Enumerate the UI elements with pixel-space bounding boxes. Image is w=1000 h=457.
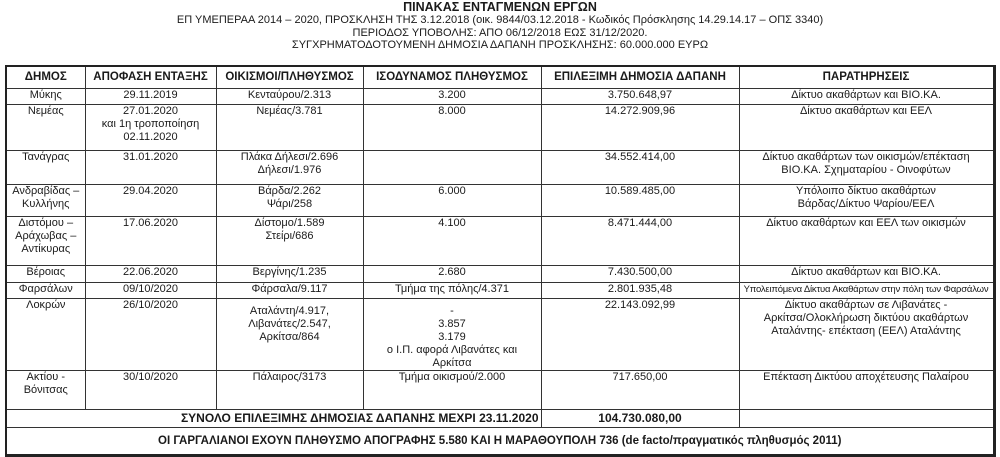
decision-date-line: 29.11.2019 [123, 89, 178, 101]
eligible-expenditure-cell: 717.650,00 [541, 371, 739, 410]
equivalent-population-line: 2.680 [438, 266, 466, 278]
dimos-cell [6, 283, 85, 299]
decision-date-cell [85, 371, 216, 410]
remarks-line: Επέκταση Δικτύου αποχέτευσης Παλαίρου [763, 371, 969, 383]
settlements-cell [216, 151, 363, 185]
remarks-line: Αταλάντης- επέκταση (ΕΕΛ) Αταλάντης [771, 325, 961, 337]
settlements-line: Ψάρι/258 [266, 198, 313, 210]
decision-date-cell [85, 89, 216, 105]
remarks-cell [739, 217, 994, 266]
remarks-cell [739, 185, 994, 217]
settlements-cell [216, 283, 363, 299]
remarks-line: Δίκτυο ακαθάρτων και ΕΕΛ των οικισμών [766, 217, 966, 229]
remarks-cell [739, 89, 994, 105]
equivalent-population-cell [363, 299, 541, 371]
col-header-paratiriseis: ΠΑΡΑΤΗΡΗΣΕΙΣ [739, 66, 994, 89]
table-row [6, 89, 994, 105]
remarks-line: ΒΙΟ.ΚΑ. Σχηματαρίου - Οινοφύτων [781, 164, 951, 176]
table-row [6, 266, 994, 283]
table-row [6, 299, 994, 371]
dimos-line: Ακτίου - [26, 371, 65, 383]
settlements-line: Στείρι/686 [265, 230, 314, 242]
remarks-cell [739, 283, 994, 299]
table-row [6, 217, 994, 266]
equivalent-population-line: 6.000 [438, 185, 466, 197]
table-row [6, 283, 994, 299]
decision-date-line: 29.04.2020 [122, 185, 179, 197]
table-row [6, 151, 994, 185]
remarks-line: Δίκτυο ακαθάρτων των οικισμών/επέκταση [762, 151, 970, 163]
decision-date-cell [85, 185, 216, 217]
projects-table [5, 65, 996, 457]
decision-date-cell [85, 283, 216, 299]
dimos-line: Αντίκυρας [21, 243, 71, 255]
settlements-cell [216, 371, 363, 410]
decision-date-cell [85, 105, 216, 151]
remarks-line: Δίκτυο ακαθάρτων και ΒΙΟ.ΚΑ. [791, 89, 941, 101]
eligible-expenditure-cell: 22.143.092,99 [541, 299, 739, 371]
dimos-cell [6, 371, 85, 410]
decision-date-line: 22.06.2020 [122, 266, 179, 278]
equivalent-population-line: Τμήμα οικισμού/2.000 [398, 371, 506, 383]
co-financed-budget: ΣΥΓΧΡΗΜΑΤΟΔΟΤΟΥΜΕΝΗ ΔΗΜΟΣΙΑ ΔΑΠΑΝΗ ΠΡΟΣΚΛΗΣΗΣ: 60.000.000 ΕΥΡΩ [291, 39, 709, 51]
table-row [6, 105, 994, 151]
total-row [6, 410, 994, 428]
decision-date-line: 30/10/2020 [122, 371, 179, 383]
decision-date-line: 31.01.2020 [122, 151, 179, 163]
submission-period: ΠΕΡΙΟΔΟΣ ΥΠΟΒΟΛΗΣ: ΑΠΟ 06/12/2018 ΕΩΣ 31/12/2020. [352, 26, 648, 39]
dimos-line: Λοκρών [26, 299, 66, 311]
remarks-cell [739, 299, 994, 371]
eligible-expenditure-cell: 7.430.500,00 [541, 266, 739, 283]
dimos-line: Νεμέας [27, 105, 64, 117]
decision-date-line: 26/10/2020 [122, 299, 179, 311]
decision-date-line: 17.06.2020 [122, 217, 179, 229]
col-header-oikismoi: ΟΙΚΙΣΜΟΙ/ΠΛΗΘΥΣΜΟΣ [216, 66, 363, 89]
settlements-line: Δήλεσι/1.976 [257, 164, 322, 176]
dimos-cell [6, 266, 85, 283]
dimos-cell [6, 151, 85, 185]
settlements-cell [216, 217, 363, 266]
total-value: 104.730.080,00 [541, 410, 739, 428]
table-row [6, 371, 994, 410]
remarks-line: Υπολειπόμενα Δίκτυα Ακαθάρτων στην πόλη των Φαρσάλων [743, 284, 989, 295]
remarks-cell [739, 105, 994, 151]
settlements-line: Δίστομο/1.589 [254, 217, 325, 229]
table-row [6, 185, 994, 217]
settlements-line: Πλάκα Δήλεσι/2.696 [240, 151, 339, 163]
settlements-line: Λιβανάτες/2.547, [248, 318, 331, 330]
dimos-line: Αράχωβας – [15, 230, 77, 242]
dimos-cell [6, 105, 85, 151]
settlements-cell [216, 89, 363, 105]
program-line: ΕΠ ΥΜΕΠΕΡΑΑ 2014 – 2020, ΠΡΟΣΚΛΗΣΗ ΤΗΣ 3.12.2018 (οικ. 9844/03.12.2018 - Κωδικός Πρόσκλησης 14.29.14.17 – ΟΠΣ 3340) [176, 14, 824, 26]
dimos-line: Κυλλήνης [22, 198, 70, 210]
decision-date-line: 02.11.2020 [123, 131, 178, 143]
eligible-expenditure-cell: 3.750.648,97 [541, 89, 739, 105]
col-header-isodynamos: ΙΣΟΔΥΝΑΜΟΣ ΠΛΗΘΥΣΜΟΣ [363, 66, 541, 89]
equivalent-population-line: 3.179 [438, 331, 466, 343]
document-heading [0, 0, 1000, 52]
dimos-line: Βέροιας [26, 266, 66, 278]
decision-date-cell [85, 151, 216, 185]
settlements-line: Αρκίτσα/864 [259, 331, 320, 343]
col-header-apofasi: ΑΠΟΦΑΣΗ ΕΝΤΑΞΗΣ [85, 66, 216, 89]
col-header-dapani: ΕΠΙΛΕΞΙΜΗ ΔΗΜΟΣΙΑ ΔΑΠΑΝΗ [541, 66, 739, 89]
dimos-line: Διστόμου – [18, 217, 74, 229]
equivalent-population-cell [363, 371, 541, 410]
eligible-expenditure-cell: 8.471.444,00 [541, 217, 739, 266]
decision-date-cell [85, 217, 216, 266]
equivalent-population-line: 3.857 [438, 318, 466, 330]
equivalent-population-cell [363, 266, 541, 283]
equivalent-population-cell [363, 283, 541, 299]
footer-row [6, 428, 994, 456]
remarks-line: Δίκτυο ακαθάρτων και ΕΕΛ [799, 105, 933, 117]
settlements-line: Βεργίνης/1.235 [252, 266, 327, 278]
equivalent-population-cell [363, 89, 541, 105]
footer-note: ΟΙ ΓΑΡΓΑΛΙΑΝΟΙ ΕΧΟΥΝ ΠΛΗΘΥΣΜΟ ΑΠΟΓΡΑΦΗΣ 5.580 ΚΑΙ Η ΜΑΡΑΘΟΥΠΟΛΗ 736 (de facto/πραγματικός πληθυσμός 2011) [6, 428, 994, 456]
dimos-line: Ανδραβίδας – [12, 185, 80, 197]
remarks-line: Δίκτυο ακαθάρτων και ΒΙΟ.ΚΑ. [791, 266, 941, 278]
decision-date-line: και 1η τροποποίηση [101, 118, 200, 130]
dimos-cell [6, 217, 85, 266]
equivalent-population-cell [363, 185, 541, 217]
equivalent-population-line: 3.200 [438, 89, 466, 101]
decision-date-line: 09/10/2020 [122, 283, 179, 295]
eligible-expenditure-cell: 2.801.935,48 [541, 283, 739, 299]
dimos-line: Φαρσάλων [18, 283, 73, 295]
remarks-line: Υπόλοιπο δίκτυο ακαθάρτων [796, 185, 936, 197]
document-title: ΠΙΝΑΚΑΣ ΕΝΤΑΓΜΕΝΩΝ ΕΡΓΩΝ [403, 0, 597, 14]
remarks-line: Αρκίτσα/Ολοκλήρωση δικτύου ακαθάρτων [763, 312, 969, 324]
settlements-line: Πάλαιρος/3173 [252, 371, 327, 383]
dimos-line: Βόνιτσας [23, 384, 68, 396]
dimos-cell [6, 299, 85, 371]
eligible-expenditure-cell: 34.552.414,00 [541, 151, 739, 185]
total-label: ΣΥΝΟΛΟ ΕΠΙΛΕΞΙΜΗΣ ΔΗΜΟΣΙΑΣ ΔΑΠΑΝΗΣ ΜΕΧΡΙ 23.11.2020 [6, 410, 541, 428]
settlements-line: Φάρσαλα/9.117 [251, 283, 328, 295]
decision-date-cell [85, 266, 216, 283]
col-header-dimos: ΔΗΜΟΣ [6, 66, 85, 89]
equivalent-population-line: 4.100 [438, 217, 466, 229]
equivalent-population-cell [363, 151, 541, 185]
settlements-cell [216, 105, 363, 151]
settlements-line: Κενταύρου/2.313 [247, 89, 332, 101]
equivalent-population-line: Τμήμα της πόλης/4.371 [395, 283, 509, 295]
dimos-line: Τανάγρας [22, 151, 70, 163]
remarks-cell [739, 371, 994, 410]
remarks-line: Βάρδας/Δίκτυο Ψαρίου/ΕΕΛ [797, 198, 935, 210]
remarks-cell [739, 151, 994, 185]
equivalent-population-line: ο Ι.Π. αφορά Λιβανάτες και Αρκίτσα [386, 344, 518, 369]
settlements-line: Νεμέας/3.781 [256, 105, 323, 117]
dimos-cell [6, 185, 85, 217]
settlements-line: Αταλάντη/4.917, [249, 305, 330, 317]
equivalent-population-cell [363, 217, 541, 266]
eligible-expenditure-cell: 14.272.909,96 [541, 105, 739, 151]
dimos-line: Μύκης [29, 89, 62, 101]
decision-date-cell [85, 299, 216, 371]
decision-date-line: 27.01.2020 [122, 105, 179, 117]
eligible-expenditure-cell: 10.589.485,00 [541, 185, 739, 217]
settlements-cell [216, 185, 363, 217]
equivalent-population-line: - [450, 305, 454, 317]
equivalent-population-cell [363, 105, 541, 151]
settlements-cell [216, 299, 363, 371]
table-header-row [6, 66, 994, 89]
dimos-cell [6, 89, 85, 105]
total-empty-cell [739, 410, 994, 428]
remarks-cell [739, 266, 994, 283]
settlements-line: Βάρδα/2.262 [257, 185, 322, 197]
equivalent-population-line: 8.000 [438, 105, 466, 117]
settlements-cell [216, 266, 363, 283]
remarks-line: Δίκτυο ακαθάρτων σε Λιβανάτες - [784, 299, 948, 311]
